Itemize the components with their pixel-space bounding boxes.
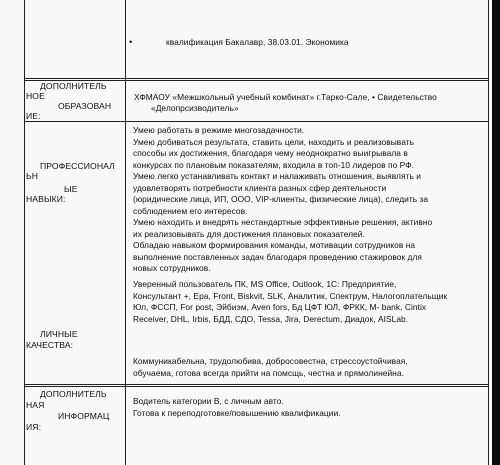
education-label xyxy=(26,80,124,120)
skills-line: конкурсах по плановым показателям, входила в топ-10 лидеров по РФ. xyxy=(133,159,415,170)
table-column-divider xyxy=(125,0,126,465)
skills-line: новых сотрудников. xyxy=(133,263,211,273)
label-line: ЫЕ xyxy=(64,184,78,194)
label-line: НОЕ xyxy=(26,91,45,101)
skills-line: способы их достижения, благодаря чему неоднократно выигрывала в xyxy=(133,148,408,158)
row-divider-2 xyxy=(24,121,489,122)
education-line-1: ХФМАОУ «Межшкольный учебный комбинат» г.Тарко-Сале, • Свидетельство xyxy=(134,92,437,102)
skills-line: Уверенный пользователь ПК, MS Office, Outlook, 1С: Предприятие, xyxy=(133,279,397,289)
skills-line: Умею работать в режиме многозадачности. xyxy=(133,125,305,135)
personal-qualities-line-1: Коммуникабельна, трудолюбива, добросовестна, стрессоустойчивая, xyxy=(133,356,408,366)
label-line: ДОПОЛНИТЕЛЬ xyxy=(40,389,107,399)
skills-line: (юридические лица, ИП, ООО, VIP-клиенты, физические лица), следить за xyxy=(133,194,429,204)
skills-line: удовлетворять потребности клиента разных сфер деятельности xyxy=(133,182,387,193)
label-line: ИЕ: xyxy=(26,111,41,121)
skills-line: выполнение поставленных задач благодаря проведению стажировок для xyxy=(133,251,423,262)
personal-qualities-line-2: обучаема, готова всегда прийти на помсщь, честна и прямолинейна. xyxy=(133,367,404,378)
skills-line: соблюдением его интересов. xyxy=(133,205,248,216)
qualification-text: квалификация Бакалавр, 38.03.01. Экономика xyxy=(166,37,349,47)
skills-line: Умею добиваться результата, ставить цели, находить и реализовывать xyxy=(133,136,415,147)
skills-line: Обладаю навыком формирования команды, мотивации сотрудников на xyxy=(133,240,416,250)
education-line-2: «Делопрсизводитель» xyxy=(151,103,239,113)
skills-line: Консультант +, Ера, Front, Biskvit, SLK, Аналитик, Спектрум, Налогоплательщик xyxy=(133,290,448,301)
skills-label xyxy=(26,160,124,208)
label-line: ЛИЧНЫЕ xyxy=(40,329,78,339)
row-divider-3 xyxy=(24,384,489,385)
additional-info-line-1: Водитель категории В, с личным авто. xyxy=(133,396,284,406)
skills-line: их реализовывать для достижения плановых показателей. xyxy=(133,228,365,239)
row-divider-3b xyxy=(24,386,489,387)
table-border-left xyxy=(24,0,25,465)
additional-info-line-2: Готова к переподготовке/повышению квалификации. xyxy=(133,407,341,418)
table-border-right xyxy=(488,0,489,465)
label-line: ПРОФЕССИОНАЛ xyxy=(40,161,115,171)
skills-line: Юл, ФССП, For post, Эйбиэм, Aven fors, Бд ЦФТ ЮЛ, ФРКК, М- bank, Cintix xyxy=(133,302,427,312)
additional-info-label xyxy=(26,388,124,432)
label-line: НАЯ xyxy=(26,400,45,410)
personal-qualities-label xyxy=(26,328,124,354)
label-line: ДОПОЛНИТЕЛЬ xyxy=(40,81,107,91)
skills-line: Умею находить и внедрять нестандартные эффективные решения, активно xyxy=(133,217,433,227)
skills-line: Умею легко устанавливать контакт и налаживать отношения, выявлять и xyxy=(133,171,421,181)
label-line: ЬН xyxy=(26,171,39,181)
skills-line: Receiver, DHL, Irbis, БДД, СДО, Tessa, Jira, Derectum, Диадок, AISLab. xyxy=(133,313,409,324)
label-line: КАЧЕСТВА: xyxy=(26,340,74,350)
label-line: ИЯ: xyxy=(26,422,42,432)
qualification-bullet: • xyxy=(129,37,133,47)
label-line: НАВЫКИ: xyxy=(26,194,66,204)
label-line: ИНФОРМАЦ xyxy=(58,411,110,421)
row-divider-1 xyxy=(24,78,489,79)
label-line: ОБРАЗОВАН xyxy=(58,101,112,111)
screen-edge xyxy=(492,0,500,465)
